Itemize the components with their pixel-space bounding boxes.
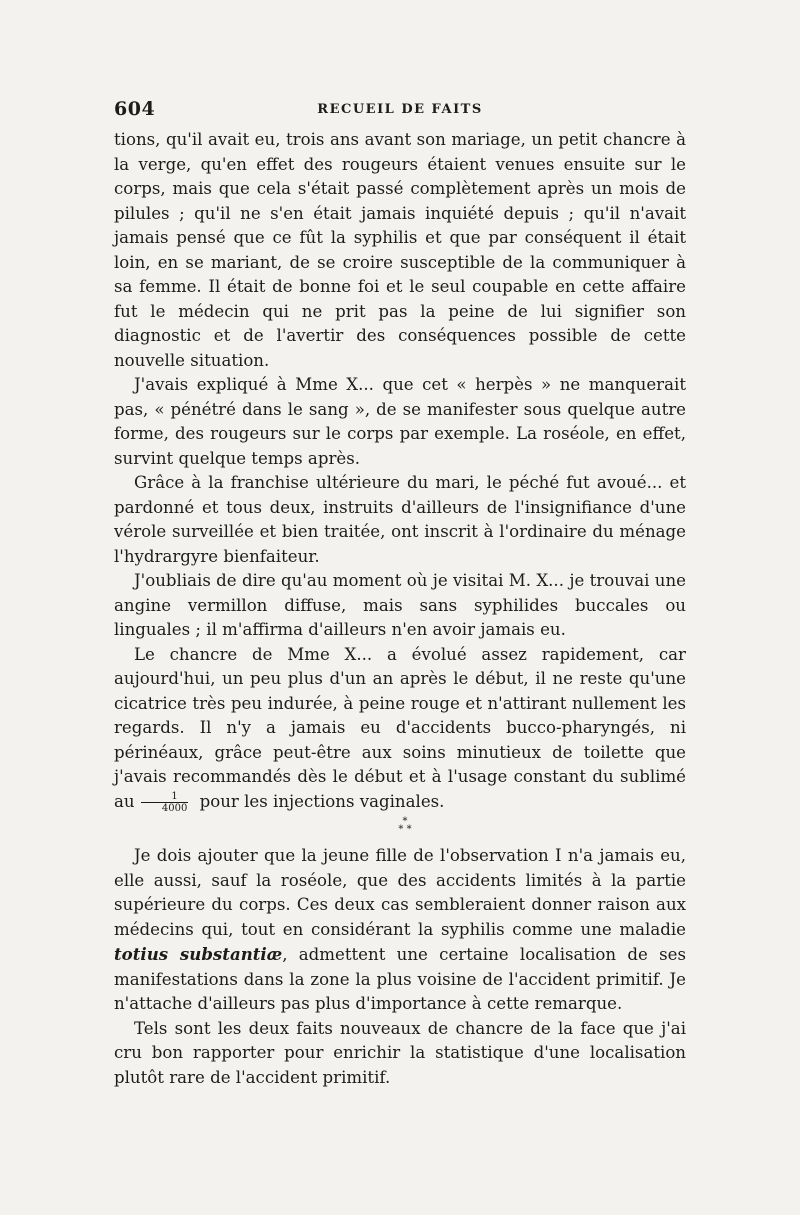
paragraph-chancre <box>114 643 686 815</box>
body-text <box>114 128 686 1090</box>
asterism-bottom: * * <box>398 824 412 835</box>
chancre-text-end: pour les injections vaginales. <box>199 791 445 811</box>
paragraph-conclusion: Tels sont les deux faits nouveaux de chancre de la face que j'ai cru bon rapporter pour enrichir la statistique d'une localisation plutôt rare de l'accident primitif. <box>114 1018 686 1087</box>
observation-text-end: , admettent une certaine localisation de ses manifestations dans la zone la plus voisine de l'accident primitif. Je n'attache d'ailleurs pas plus d'importance à cette remarque. <box>114 945 686 1013</box>
paragraph-angine: J'oubliais de dire qu'au moment où je visitai M. X... je trouvai une angine vermillon diffuse, mais sans syphilides buccales ou linguales ; il m'affirma d'ailleurs n'en avoir jamais eu. <box>114 571 686 639</box>
asterism-top: * <box>402 816 408 827</box>
section-asterism <box>114 818 686 834</box>
fraction-numerator: 1 <box>171 790 178 802</box>
running-title: RECUEIL DE FAITS <box>317 102 483 117</box>
page-header <box>114 98 686 122</box>
paragraph-observation <box>114 844 686 1017</box>
fraction <box>141 791 188 814</box>
latin-term: totius substantiæ <box>114 944 283 964</box>
fraction-denominator: 4000 <box>141 802 188 814</box>
observation-text: Je dois ajouter que la jeune fille de l'observation I n'a jamais eu, elle aussi, sauf la roséole, que des accidents limités à la partie supérieure du corps. Ces deux cas sembleraient donner raison aux médecins qui, tout en considérant la syphilis comme une maladie <box>114 846 686 939</box>
page-number: 604 <box>114 98 156 120</box>
chancre-text: Le chancre de Mme X... a évolué assez rapidement, car aujourd'hui, un peu plus d'un an après le début, il ne reste qu'une cicatrice très peu indurée, à peine rouge et n'attirant nullement les regards. Il n'y a jamais eu d'accidents bucco-pharyngés, ni périnéaux, grâce peut-être aux soins minutieux de toilette que j'avais recommandés dès le début et à l'usage constant du sublimé au <box>114 644 686 811</box>
paragraph-franchise: Grâce à la franchise ultérieure du mari, le péché fut avoué... et pardonné et tous deux, instruits d'ailleurs de l'insignifiance d'une vérole surveillée et bien traitée, ont inscrit à l'ordinaire du ménage l'hydrargyre bienfaiteur. <box>114 473 686 566</box>
paragraph-continuation: tions, qu'il avait eu, trois ans avant son mariage, un petit chancre à la verge, qu'en effet des rougeurs étaient venues ensuite sur le corps, mais que cela s'était passé complètement après un mois de pilules ; qu'il ne s'en était jamais inquiété depuis ; qu'il n'avait jamais pensé que ce fût la syphilis et que par conséquent il était loin, en se mariant, de se croire susceptible de la communiquer à sa femme. Il était de bonne foi et le seul coupable en cette affaire fut le médecin qui ne prit pas la peine de lui signifier son diagnostic et de l'avertir des conséquences possible de cette nouvelle situation. <box>114 130 686 370</box>
paragraph-herpes: J'avais expliqué à Mme X... que cet « herpès » ne manquerait pas, « pénétré dans le sang », de se manifester sous quelque autre forme, des rougeurs sur le corps par exemple. La roséole, en effet, survint quelque temps après. <box>114 375 686 468</box>
